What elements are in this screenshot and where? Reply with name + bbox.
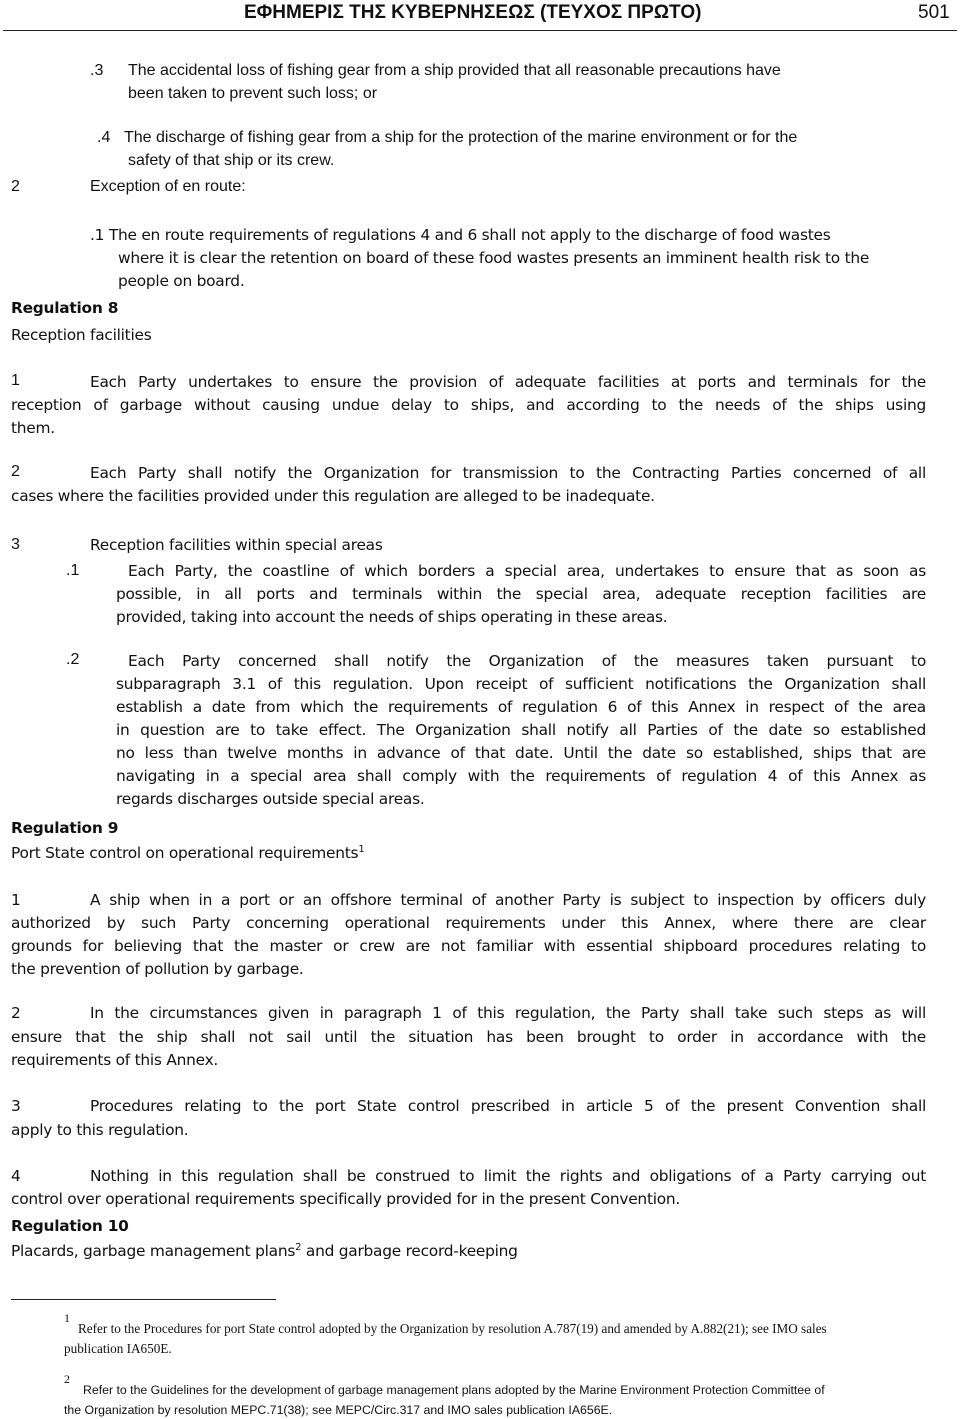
paragraph-text: Procedures relating to the port State control prescribed in article 5 of the present Convention shall bbox=[90, 1097, 926, 1115]
regulation-8-heading: Regulation 8 bbox=[11, 299, 119, 317]
paragraph-text: apply to this regulation. bbox=[11, 1121, 189, 1139]
regulation-9-subtitle: Port State control on operational requirements$^1$ bbox=[11, 843, 365, 862]
paragraph-number: 2 bbox=[11, 463, 20, 480]
footnote-mark: 1 bbox=[64, 1311, 70, 1325]
subparagraph-text: establish a date from which the requirements of regulation 6 of this Annex in respect of the area bbox=[116, 698, 926, 716]
subparagraph-text: subparagraph 3.1 of this regulation. Upon receipt of sufficient notifications the Organization shall bbox=[116, 675, 926, 693]
subparagraph-text: possible, in all ports and terminals within the special area, adequate reception facilities are bbox=[116, 585, 926, 603]
item-text: The discharge of fishing gear from a ship for the protection of the marine environment or for the bbox=[124, 129, 798, 146]
en-route-text: where it is clear the retention on board of these food wastes presents an imminent health risk to the bbox=[118, 249, 870, 267]
footnote-text: the Organization by resolution MEPC.71(38); see MEPC/Circ.317 and IMO sales publication IA656E. bbox=[64, 1403, 613, 1417]
en-route-text: people on board. bbox=[118, 272, 245, 290]
paragraph-number: 4 bbox=[11, 1167, 21, 1185]
subparagraph-text: in question are to take effect. The Organization shall notify all Parties of the date so established bbox=[116, 721, 926, 739]
footnote-ref: 2 bbox=[295, 1241, 302, 1253]
subparagraph-text: navigating in a special area shall comply with the requirements of regulation 4 of this Annex as bbox=[116, 767, 926, 785]
paragraph-title: Reception facilities within special areas bbox=[90, 536, 383, 554]
paragraph-number: 3 bbox=[11, 1097, 21, 1115]
paragraph-text: Nothing in this regulation shall be construed to limit the rights and obligations of a Party carrying out bbox=[90, 1167, 926, 1185]
subparagraph-text: Each Party, the coastline of which borders a special area, undertakes to ensure that as soon as bbox=[128, 562, 926, 580]
item-text: The accidental loss of fishing gear from a ship provided that all reasonable precautions have bbox=[128, 62, 781, 79]
footnote-text: Refer to the Procedures for port State control adopted by the Organization by resolution A.787(19) and amended by A.882(21); see IMO sales bbox=[78, 1321, 827, 1336]
footnote-mark: 2 bbox=[64, 1372, 70, 1386]
section-title: Exception of en route: bbox=[90, 178, 246, 195]
section-number: 2 bbox=[11, 178, 20, 195]
regulation-10-heading: Regulation 10 bbox=[11, 1217, 129, 1235]
paragraph-number: 1 bbox=[11, 891, 21, 909]
paragraph-text: reception of garbage without causing undue delay to ships, and according to the needs of the ships using bbox=[11, 396, 926, 414]
paragraph-text: ensure that the ship shall not sail until the situation has been brought to order in accordance with the bbox=[11, 1028, 926, 1046]
footnote-text: publication IA650E. bbox=[64, 1341, 172, 1356]
page-header-title: ΕΦΗΜΕΡΙΣ ΤΗΣ ΚΥΒΕΡΝΗΣΕΩΣ (ΤΕΥΧΟΣ ΠΡΩΤΟ) bbox=[244, 2, 702, 23]
paragraph-text: A ship when in a port or an offshore terminal of another Party is subject to inspection by officers duly bbox=[90, 891, 926, 909]
paragraph-text: grounds for believing that the master or crew are not familiar with essential shipboard procedures relating to bbox=[11, 937, 926, 955]
subparagraph-text: provided, taking into account the needs of ships operating in these areas. bbox=[116, 608, 668, 626]
en-route-text: .1 The en route requirements of regulations 4 and 6 shall not apply to the discharge of food wastes bbox=[90, 226, 831, 244]
paragraph-text: them. bbox=[11, 419, 55, 437]
page-number: 501 bbox=[918, 2, 950, 23]
item-number: .3 bbox=[90, 62, 104, 79]
subparagraph-text: no less than twelve months in advance of that date. Until the date so established, ships that are bbox=[116, 744, 926, 762]
paragraph-text: the prevention of pollution by garbage. bbox=[11, 960, 304, 978]
regulation-10-subtitle: Placards, garbage management plans$^2$ and garbage record-keeping bbox=[11, 1241, 518, 1260]
paragraph-number: 3 bbox=[11, 536, 20, 553]
footnote-rule bbox=[11, 1299, 276, 1300]
footnote-ref: 1 bbox=[358, 843, 365, 855]
paragraph-text: control over operational requirements specifically provided for in the present Convention. bbox=[11, 1190, 681, 1208]
paragraph-text: authorized by such Party concerning operational requirements under this Annex, where there are clear bbox=[11, 914, 926, 932]
paragraph-text: requirements of this Annex. bbox=[11, 1051, 219, 1069]
subparagraph-number: .1 bbox=[66, 562, 80, 579]
paragraph-text: cases where the facilities provided under this regulation are alleged to be inadequate. bbox=[11, 487, 655, 505]
regulation-9-heading: Regulation 9 bbox=[11, 819, 119, 837]
paragraph-text: In the circumstances given in paragraph 1 of this regulation, the Party shall take such steps as will bbox=[90, 1004, 926, 1022]
item-number: .4 bbox=[97, 129, 111, 146]
paragraph-number: 2 bbox=[11, 1004, 21, 1022]
header-rule bbox=[3, 30, 957, 31]
paragraph-text: Each Party shall notify the Organization for transmission to the Contracting Parties concerned of all bbox=[90, 464, 926, 482]
item-text: been taken to prevent such loss; or bbox=[128, 85, 378, 102]
paragraph-text: Each Party undertakes to ensure the provision of adequate facilities at ports and terminals for the bbox=[90, 373, 926, 391]
subparagraph-text: Each Party concerned shall notify the Organization of the measures taken pursuant to bbox=[128, 652, 926, 670]
item-text: safety of that ship or its crew. bbox=[128, 152, 335, 169]
paragraph-number: 1 bbox=[11, 372, 20, 389]
subparagraph-number: .2 bbox=[66, 651, 80, 668]
regulation-8-subtitle: Reception facilities bbox=[11, 326, 152, 344]
subparagraph-text: regards discharges outside special areas. bbox=[116, 790, 425, 808]
footnote-text: Refer to the Guidelines for the development of garbage management plans adopted by the Marine Environment Protection Committee of bbox=[83, 1383, 825, 1397]
